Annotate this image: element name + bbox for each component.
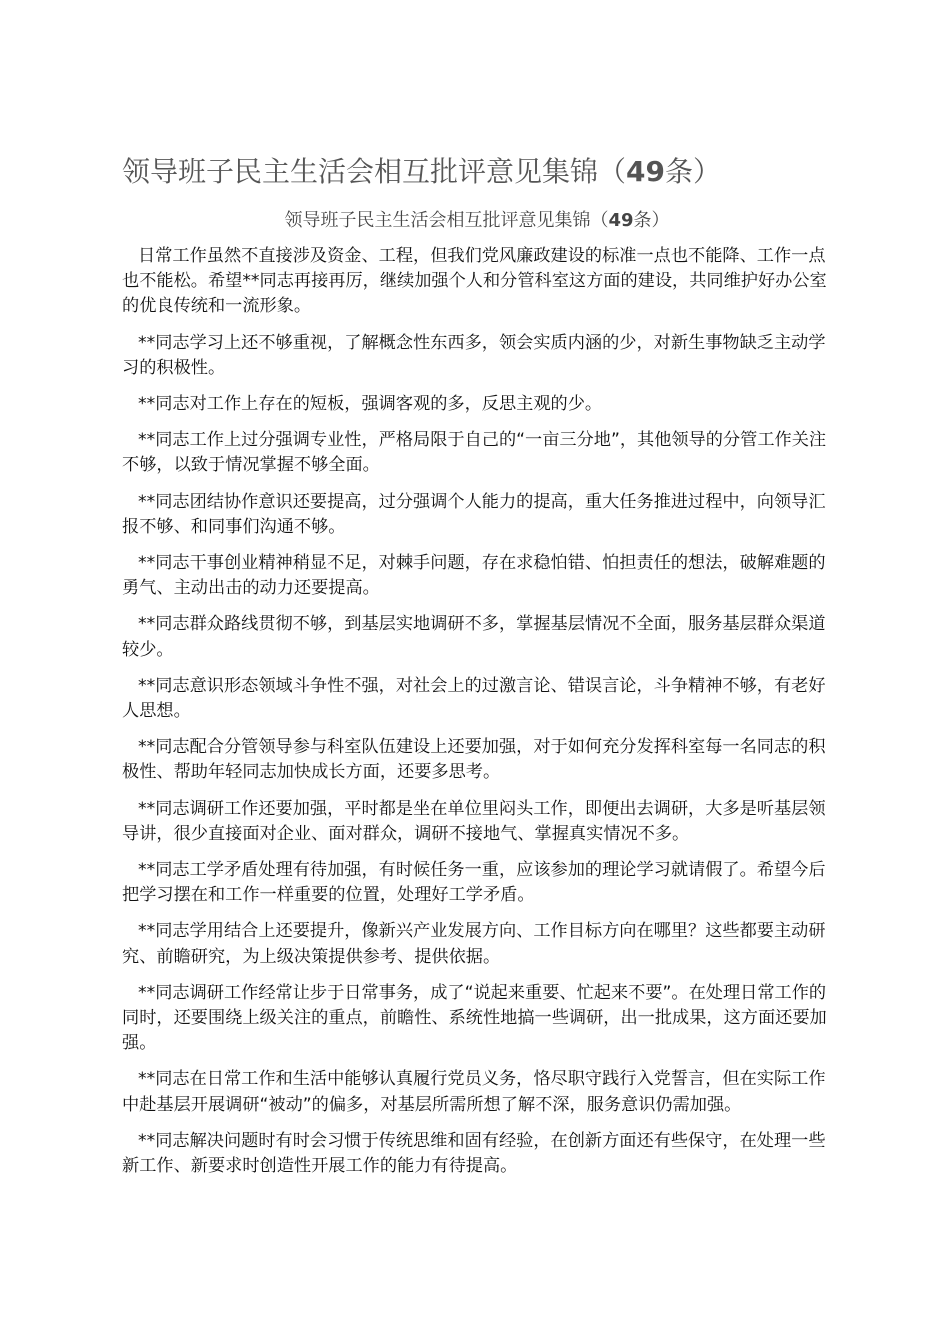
paragraph: **同志群众路线贯彻不够，到基层实地调研不多，掌握基层情况不全面，服务基层群众渠道较少。 xyxy=(122,614,826,660)
paragraph: **同志对工作上存在的短板，强调客观的多，反思主观的少。 xyxy=(138,394,603,415)
paragraph: 日常工作虽然不直接涉及资金、工程，但我们党风廉政建设的标准一点也不能降、工作一点也不能松。希望**同志再接再厉，继续加强个人和分管科室这方面的建设，共同维护好办公室的优良传统和一流形象。 xyxy=(122,246,827,317)
paragraph: **同志干事创业精神稍显不足，对棘手问题，存在求稳怕错、怕担责任的想法，破解难题的勇气、主动出击的动力还要提高。 xyxy=(122,553,826,599)
document-subtitle: 领导班子民主生活会相互批评意见集锦（49条） xyxy=(284,210,670,231)
paragraph: **同志调研工作经常让步于日常事务，成了“说起来重要、忙起来不要”。在处理日常工作的同时，还要围绕上级关注的重点，前瞻性、系统性地搞一些调研，出一批成果，这方面还要加强。 xyxy=(122,982,827,1054)
paragraph: **同志团结协作意识还要提高，过分强调个人能力的提高，重大任务推进过程中，向领导汇报不够、和同事们沟通不够。 xyxy=(122,491,826,537)
paragraph: **同志调研工作还要加强，平时都是坐在单位里闷头工作，即便出去调研，大多是听基层领导讲，很少直接面对企业、面对群众，调研不接地气、掌握真实情况不多。 xyxy=(122,798,826,844)
paragraph: **同志工作上过分强调专业性，严格局限于自己的“一亩三分地”，其他领导的分管工作关注不够，以致于情况掌握不够全面。 xyxy=(122,430,827,476)
paragraph: **同志意识形态领域斗争性不强，对社会上的过激言论、错误言论，斗争精神不够，有老好人思想。 xyxy=(122,675,826,722)
document-body xyxy=(122,244,838,1190)
paragraph: **同志学习上还不够重视，了解概念性东西多，领会实质内涵的少，对新生事物缺乏主动学习的积极性。 xyxy=(122,332,826,378)
paragraph: **同志解决问题时有时会习惯于传统思维和固有经验，在创新方面还有些保守，在处理一些新工作、新要求时创造性开展工作的能力有待提高。 xyxy=(122,1130,826,1177)
document-title: 领导班子民主生活会相互批评意见集锦（49条） xyxy=(122,155,721,188)
paragraph: **同志工学矛盾处理有待加强，有时候任务一重，应该参加的理论学习就请假了。希望今后把学习摆在和工作一样重要的位置，处理好工学矛盾。 xyxy=(122,860,826,906)
paragraph: **同志学用结合上还要提升，像新兴产业发展方向、工作目标方向在哪里？这些都要主动研究、前瞻研究，为上级决策提供参考、提供依据。 xyxy=(122,921,826,967)
paragraph: **同志配合分管领导参与科室队伍建设上还要加强，对于如何充分发挥科室每一名同志的积极性、帮助年轻同志加快成长方面，还要多思考。 xyxy=(122,737,826,783)
paragraph: **同志在日常工作和生活中能够认真履行党员义务，恪尽职守践行入党誓言，但在实际工作中赴基层开展调研“被动”的偏多，对基层所需所想了解不深，服务意识仍需加强。 xyxy=(122,1069,826,1115)
